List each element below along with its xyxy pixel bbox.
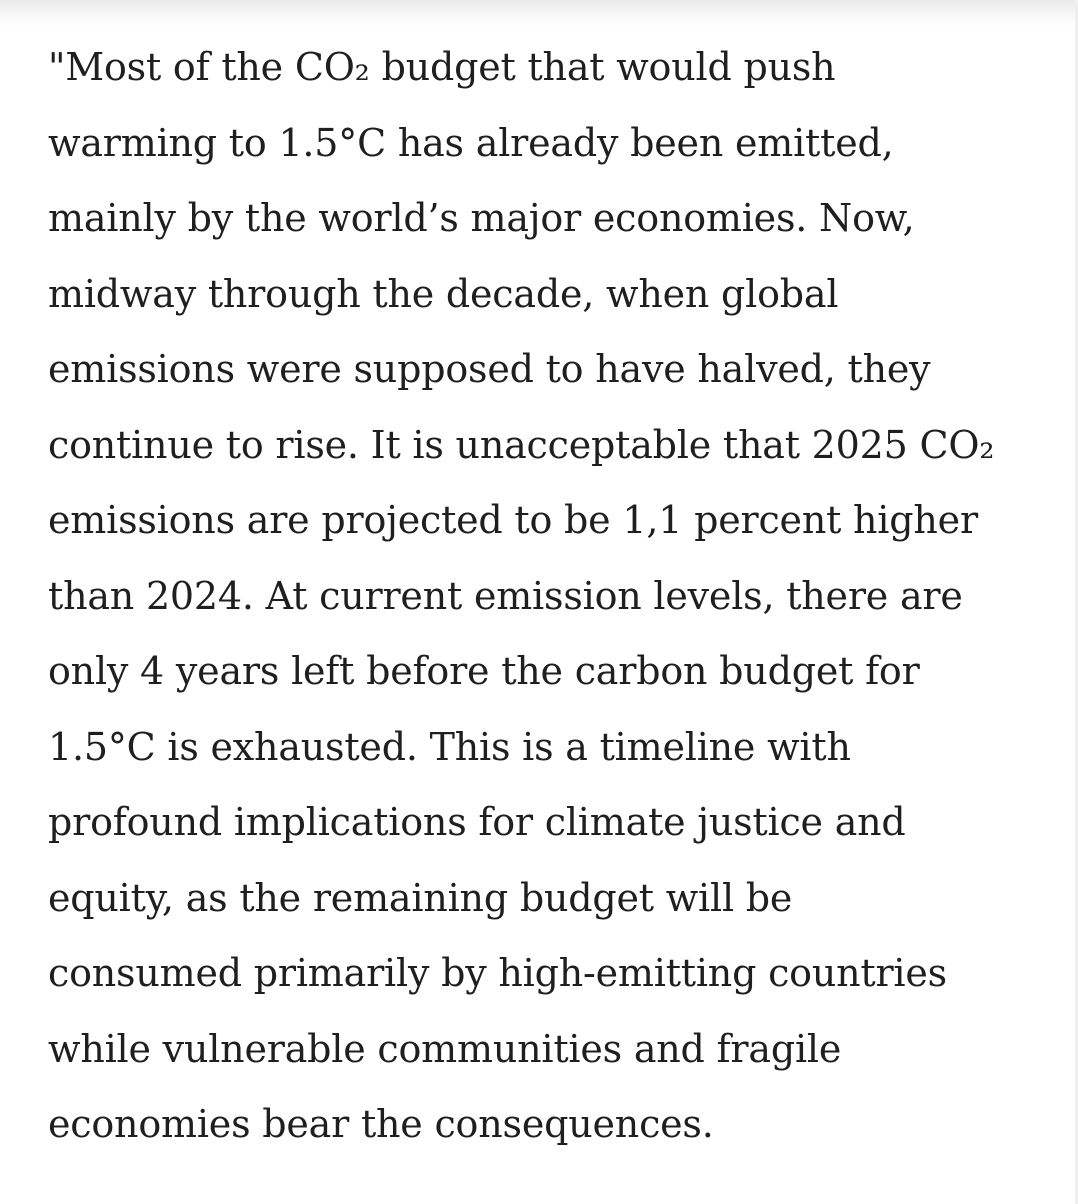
quote-line: midway through the decade, when global <box>48 271 839 316</box>
quote-line: profound implications for climate justice and <box>48 800 906 844</box>
quote-paragraph <box>48 30 1038 1163</box>
quote-line: warming to 1.5°C has already been emitted, <box>48 120 894 165</box>
top-shadow <box>0 0 1078 28</box>
quote-line: while vulnerable communities and fragile <box>48 1026 842 1071</box>
quote-line: than 2024. At current emission levels, there are <box>48 573 963 618</box>
quote-line: continue to rise. It is unacceptable that 2025 CO₂ <box>48 422 995 467</box>
quote-line: only 4 years left before the carbon budget for <box>48 649 920 693</box>
quote-line: "Most of the CO₂ budget that would push <box>48 45 836 89</box>
quote-line: consumed primarily by high-emitting countries <box>48 951 947 995</box>
quote-line: mainly by the world’s major economies. Now, <box>48 196 915 240</box>
quote-line: emissions were supposed to have halved, they <box>48 347 931 391</box>
quote-line: economies bear the consequences. <box>48 1102 714 1146</box>
quote-line: 1.5°C is exhausted. This is a timeline with <box>48 724 851 769</box>
quote-line: equity, as the remaining budget will be <box>48 875 793 920</box>
quote-line: emissions are projected to be 1,1 percent higher <box>48 498 978 542</box>
